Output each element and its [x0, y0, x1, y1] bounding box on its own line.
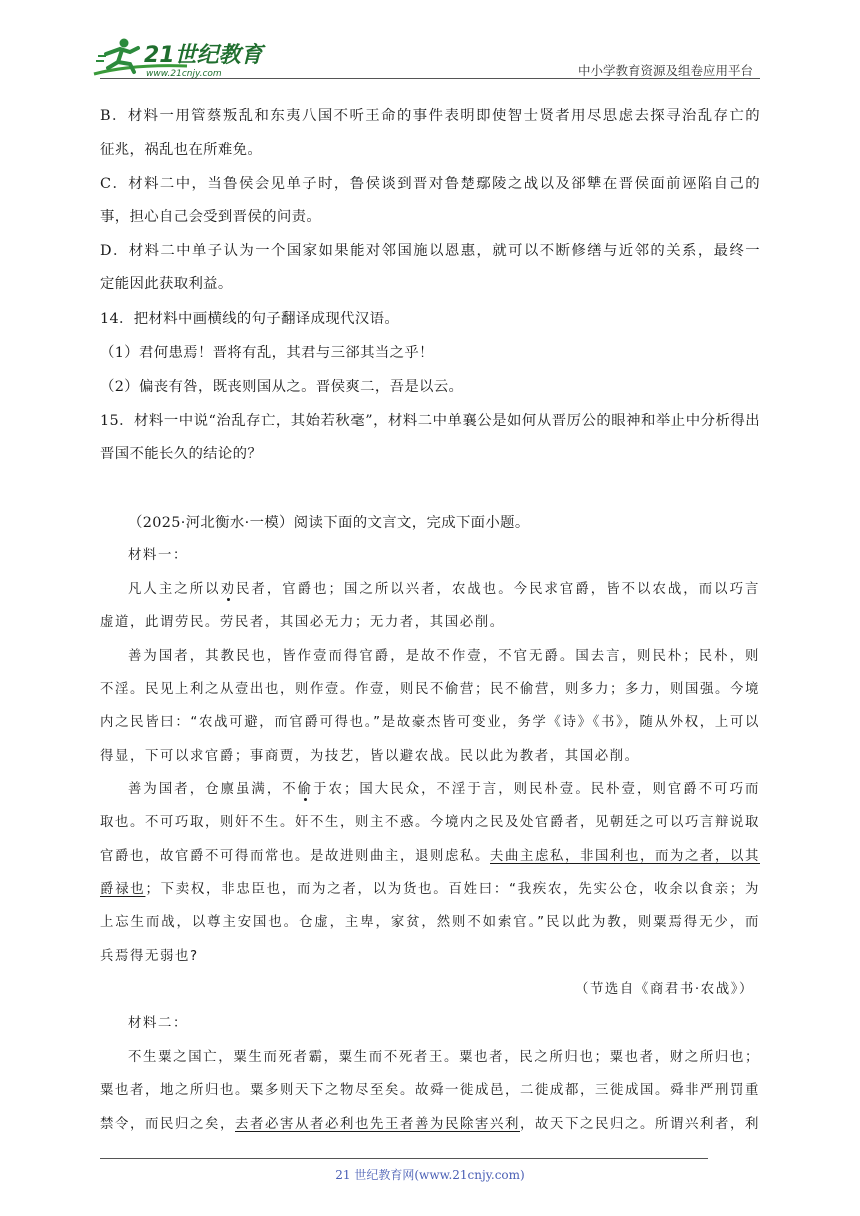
q13-option-c-line2: 事，担心自己会受到晋侯的问责。: [100, 209, 322, 225]
source-citation: （节选自《商君书·农战》）: [574, 982, 754, 997]
underlined-sentence: 去者必害从者必利也先王者善为民除害兴利: [235, 1117, 520, 1132]
m1-para1-line1: 凡人主之所以劝民者，官爵也；国之所以兴者，农战也。今民求官爵，皆不以农战，而以巧言: [128, 582, 760, 597]
m2-para1-line3: 禁令，而民归之矣，去者必害从者必利也先王者善为民除害兴利，故天下之民归之。所谓兴利者，利: [100, 1117, 760, 1132]
header-divider: [100, 78, 760, 79]
svg-text:21世纪教育: 21世纪教育: [144, 43, 263, 68]
m1-para2-line3: 内之民皆曰：“农战可避，而官爵可得也。”是故豪杰皆可变业，务学《诗》《书》，随从外权，上可以: [100, 715, 760, 730]
m1-para3-line3: 官爵也，故官爵不可得而常也。是故进则曲主，退则虑私。夫曲主虑私，非国利也，而为之者，以其: [100, 849, 760, 864]
q13-option-b-line2: 征兆，祸乱也在所难免。: [100, 142, 263, 158]
m1-para3-line5: 上忘生而战，以尊主安国也。仓虚，主卑，家贫，然则不如索官。”民以此为教，则粟焉得无少，而: [100, 915, 760, 930]
page-header: [0, 0, 860, 84]
m1-para3-line1: 善为国者，仓廪虽满，不偷于农；国大民众，不淫于言，则民朴壹。民朴壹，则官爵不可巧而: [128, 782, 760, 797]
m1-para2-line4: 得显，下可以求官爵；事商贾，为技艺，皆以避农战。民以此为教者，其国必削。: [100, 749, 640, 764]
m2-para1-line1: 不生粟之国亡，粟生而死者霸，粟生而不死者王。粟也者，民之所归也；粟也者，财之所归也；: [128, 1050, 760, 1065]
q15-stem-line1: 15．材料一中说“治乱存亡，其始若秋毫”，材料二中单襄公是如何从晋厉公的眼神和举止中分析得出: [100, 413, 760, 429]
underlined-sentence: 夫曲主虑私，非国利也，而为之者，以其: [490, 849, 760, 864]
platform-name: 中小学教育资源及组卷应用平台: [577, 63, 753, 78]
q15-stem-line2: 晋国不能长久的结论的？: [100, 446, 263, 462]
site-logo[interactable]: [92, 34, 267, 80]
q14-stem: 14．把材料中画横线的句子翻译成现代汉语。: [100, 311, 400, 327]
material-2-label: 材料二：: [128, 1016, 188, 1031]
emphasis-dot-char: 偷: [297, 782, 314, 797]
footer-divider: [100, 1158, 708, 1159]
m2-para1-line2: 粟也者，地之所归也。粟多则天下之物尽至矣。故舜一徙成邑，二徙成都，三徙成国。舜非严刑罚重: [100, 1083, 760, 1098]
q13-option-d-line2: 定能因此获取利益。: [100, 276, 233, 292]
svg-text:www.21cnjy.com: www.21cnjy.com: [146, 69, 222, 79]
q13-option-c-line1: C．材料二中，当鲁侯会见单子时，鲁侯谈到晋对鲁楚鄢陵之战以及郤犨在晋侯面前诬陷自己的: [100, 176, 760, 192]
m1-para3-line6: 兵焉得无弱也?: [100, 949, 199, 964]
emphasis-dot-char: 劝: [220, 582, 236, 597]
runner-logo-icon: [92, 34, 267, 80]
q14-sentence-2: （2）偏丧有咎，既丧则国从之。晋侯爽二，吾是以云。: [100, 379, 464, 395]
footer-link[interactable]: 21 世纪教育网(www.21cnjy.com): [335, 1168, 525, 1182]
m1-para3-line2: 取也。不可巧取，则奸不生。奸不生，则主不惑。今境内之民及处官爵者，见朝廷之可以巧言辩说取: [100, 815, 760, 830]
q13-option-d-line1: D．材料二中单子认为一个国家如果能对邻国施以恩惠，就可以不断修缮与近邻的关系，最终一: [100, 243, 760, 259]
m1-para2-line2: 不淫。民见上利之从壹出也，则作壹。作壹，则民不偷营；民不偷营，则多力；多力，则国强。今境: [100, 682, 760, 697]
underlined-sentence: 爵禄也: [100, 882, 146, 897]
passage-intro: （2025·河北衡水·一模）阅读下面的文言文，完成下面小题。: [128, 515, 530, 531]
m1-para1-line2: 虚道，此谓劳民。劳民者，其国必无力；无力者，其国必削。: [100, 615, 505, 630]
q14-sentence-1: （1）君何患焉！晋将有乱，其君与三郤其当之乎！: [100, 345, 434, 361]
m1-para3-line4: 爵禄也；下卖权，非忠臣也，而为之者，以为货也。百姓曰：“我疾农，先实公仓，收余以食亲；为: [100, 882, 760, 897]
q13-option-b-line1: B．材料一用管蔡叛乱和东夷八国不听王命的事件表明即使智士贤者用尽思虑去探寻治乱存亡的: [100, 108, 760, 124]
material-1-label: 材料一：: [128, 548, 188, 563]
m1-para2-line1: 善为国者，其教民也，皆作壹而得官爵，是故不作壹，不官无爵。国去言，则民朴；民朴，则: [128, 649, 760, 664]
